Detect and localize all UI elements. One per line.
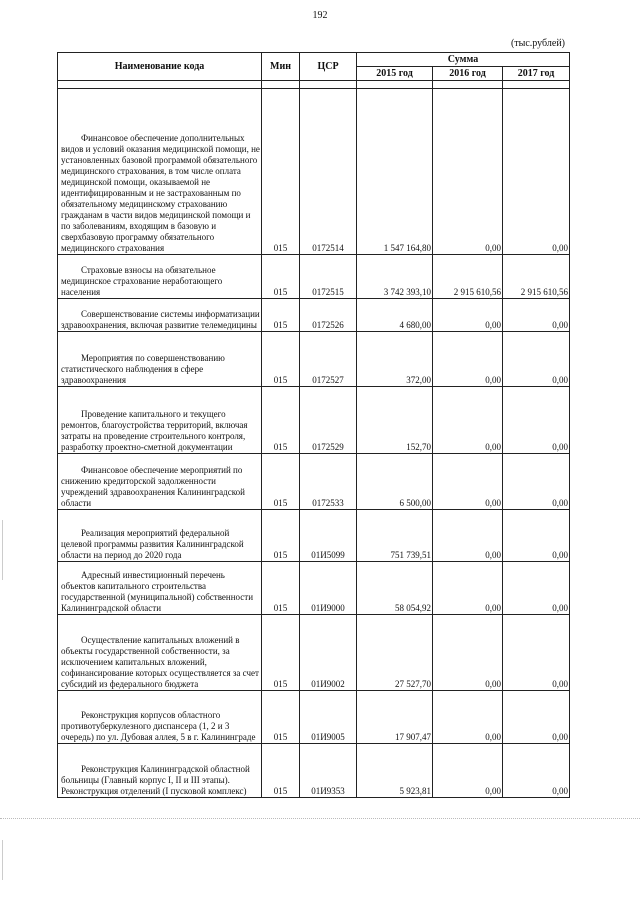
table-row bbox=[58, 744, 570, 798]
scan-dotted-line bbox=[0, 818, 640, 819]
row-2015: 3 742 393,10 bbox=[357, 255, 433, 299]
header-sum: Сумма bbox=[357, 53, 570, 67]
row-2017: 0,00 bbox=[503, 299, 570, 332]
row-csr: 0172533 bbox=[300, 454, 357, 510]
row-csr: 0172526 bbox=[300, 299, 357, 332]
row-name bbox=[58, 510, 262, 562]
row-min: 015 bbox=[262, 562, 300, 615]
page-number: 192 bbox=[312, 10, 328, 21]
row-name bbox=[58, 691, 262, 744]
row-name-text: Проведение капитального и текущего ремонтов, благоустройства территорий, включая затраты на проведение строительного контроля, разработку проектно-сметной документации bbox=[61, 409, 248, 452]
row-2016: 0,00 bbox=[433, 562, 503, 615]
row-min: 015 bbox=[262, 332, 300, 387]
table-row bbox=[58, 454, 570, 510]
row-2016: 0,00 bbox=[433, 744, 503, 798]
row-2017: 2 915 610,56 bbox=[503, 255, 570, 299]
row-name bbox=[58, 255, 262, 299]
row-2015: 5 923,81 bbox=[357, 744, 433, 798]
table-row bbox=[58, 255, 570, 299]
row-2017: 0,00 bbox=[503, 332, 570, 387]
row-min: 015 bbox=[262, 615, 300, 691]
table-row bbox=[58, 89, 570, 255]
row-name-text: Финансовое обеспечение дополнительных видов и условий оказания медицинской помощи, не установленных базовой программой обязательного медицинского страхования, в том числе оплата медицинской помощи, оказываемой не идентифицированным и не застрахованным по обязательному медицинскому страхованию гражданам в части видов медицинской помощи и по заболеваниям, входящим в базовую и сверхбазовую программу обязательного медицинского страхования bbox=[61, 133, 260, 253]
header-2016: 2016 год bbox=[433, 67, 503, 81]
row-2015: 751 739,51 bbox=[357, 510, 433, 562]
row-min: 015 bbox=[262, 387, 300, 454]
table-row bbox=[58, 562, 570, 615]
table-row bbox=[58, 299, 570, 332]
row-2016: 0,00 bbox=[433, 615, 503, 691]
row-2016: 2 915 610,56 bbox=[433, 255, 503, 299]
row-2015: 4 680,00 bbox=[357, 299, 433, 332]
row-name bbox=[58, 562, 262, 615]
row-csr: 01И9353 bbox=[300, 744, 357, 798]
row-2016: 0,00 bbox=[433, 510, 503, 562]
row-2016: 0,00 bbox=[433, 89, 503, 255]
row-csr: 01И5099 bbox=[300, 510, 357, 562]
header-csr: ЦСР bbox=[300, 53, 357, 81]
scan-edge-mark bbox=[2, 840, 3, 880]
budget-table bbox=[57, 52, 570, 798]
row-name-text: Мероприятия по совершенствованию статистического наблюдения в сфере здравоохранения bbox=[61, 353, 225, 385]
row-csr: 01И9000 bbox=[300, 562, 357, 615]
row-min: 015 bbox=[262, 510, 300, 562]
row-2015: 6 500,00 bbox=[357, 454, 433, 510]
row-min: 015 bbox=[262, 89, 300, 255]
row-csr: 0172529 bbox=[300, 387, 357, 454]
row-name-text: Финансовое обеспечение мероприятий по снижению кредиторской задолженности учреждений здравоохранения Калининградской области bbox=[61, 465, 245, 508]
table-header bbox=[58, 53, 570, 89]
row-2015: 27 527,70 bbox=[357, 615, 433, 691]
table-row bbox=[58, 615, 570, 691]
row-name-text: Совершенствование системы информатизации здравоохранения, включая развитие телемедицины bbox=[61, 309, 260, 330]
row-2017: 0,00 bbox=[503, 454, 570, 510]
row-name-text: Реконструкция Калининградской областной больницы (Главный корпус I, II и III этапы). Реконструкция отделений (I пусковой комплекс) bbox=[61, 764, 250, 796]
header-min: Мин bbox=[262, 53, 300, 81]
row-csr: 0172514 bbox=[300, 89, 357, 255]
table-row bbox=[58, 691, 570, 744]
unit-note: (тыс.рублей) bbox=[510, 38, 565, 49]
row-csr: 01И9005 bbox=[300, 691, 357, 744]
header-name: Наименование кода bbox=[58, 53, 262, 81]
table-row bbox=[58, 387, 570, 454]
row-name bbox=[58, 89, 262, 255]
row-min: 015 bbox=[262, 299, 300, 332]
row-name-text: Реконструкция корпусов областного противотуберкулезного диспансера (1, 2 и 3 очередь) по ул. Дубовая аллея, 5 в г. Калининграде bbox=[61, 710, 256, 742]
table-row bbox=[58, 510, 570, 562]
row-2017: 0,00 bbox=[503, 387, 570, 454]
row-2015: 17 907,47 bbox=[357, 691, 433, 744]
row-2016: 0,00 bbox=[433, 332, 503, 387]
row-csr: 0172515 bbox=[300, 255, 357, 299]
row-2017: 0,00 bbox=[503, 615, 570, 691]
row-2016: 0,00 bbox=[433, 691, 503, 744]
row-2015: 58 054,92 bbox=[357, 562, 433, 615]
table-row bbox=[58, 332, 570, 387]
row-2016: 0,00 bbox=[433, 387, 503, 454]
row-name-text: Реализация мероприятий федеральной целевой программы развития Калининградской области на период до 2020 года bbox=[61, 528, 244, 560]
row-name bbox=[58, 332, 262, 387]
row-name bbox=[58, 744, 262, 798]
row-2017: 0,00 bbox=[503, 691, 570, 744]
row-name bbox=[58, 454, 262, 510]
row-name bbox=[58, 387, 262, 454]
row-2017: 0,00 bbox=[503, 89, 570, 255]
row-name-text: Адресный инвестиционный перечень объектов капитального строительства государственной (муниципальной) собственности Калининградской области bbox=[61, 570, 254, 613]
row-2017: 0,00 bbox=[503, 510, 570, 562]
row-csr: 01И9002 bbox=[300, 615, 357, 691]
row-min: 015 bbox=[262, 691, 300, 744]
table-body bbox=[58, 89, 570, 798]
header-2015: 2015 год bbox=[357, 67, 433, 81]
row-min: 015 bbox=[262, 255, 300, 299]
row-min: 015 bbox=[262, 454, 300, 510]
row-2015: 1 547 164,80 bbox=[357, 89, 433, 255]
row-2016: 0,00 bbox=[433, 454, 503, 510]
row-name-text: Осуществление капитальных вложений в объекты государственной собственности, за исключением капитальных вложений, софинансирование которых осуществляется за счет субсидий из федерального бюджета bbox=[61, 635, 259, 689]
row-csr: 0172527 bbox=[300, 332, 357, 387]
row-2015: 372,00 bbox=[357, 332, 433, 387]
row-2016: 0,00 bbox=[433, 299, 503, 332]
scan-edge-mark bbox=[2, 520, 3, 580]
header-2017: 2017 год bbox=[503, 67, 570, 81]
row-name-text: Страховые взносы на обязательное медицинское страхование неработающего населения bbox=[61, 265, 223, 297]
row-name bbox=[58, 299, 262, 332]
row-2017: 0,00 bbox=[503, 562, 570, 615]
row-name bbox=[58, 615, 262, 691]
row-2015: 152,70 bbox=[357, 387, 433, 454]
row-min: 015 bbox=[262, 744, 300, 798]
row-2017: 0,00 bbox=[503, 744, 570, 798]
